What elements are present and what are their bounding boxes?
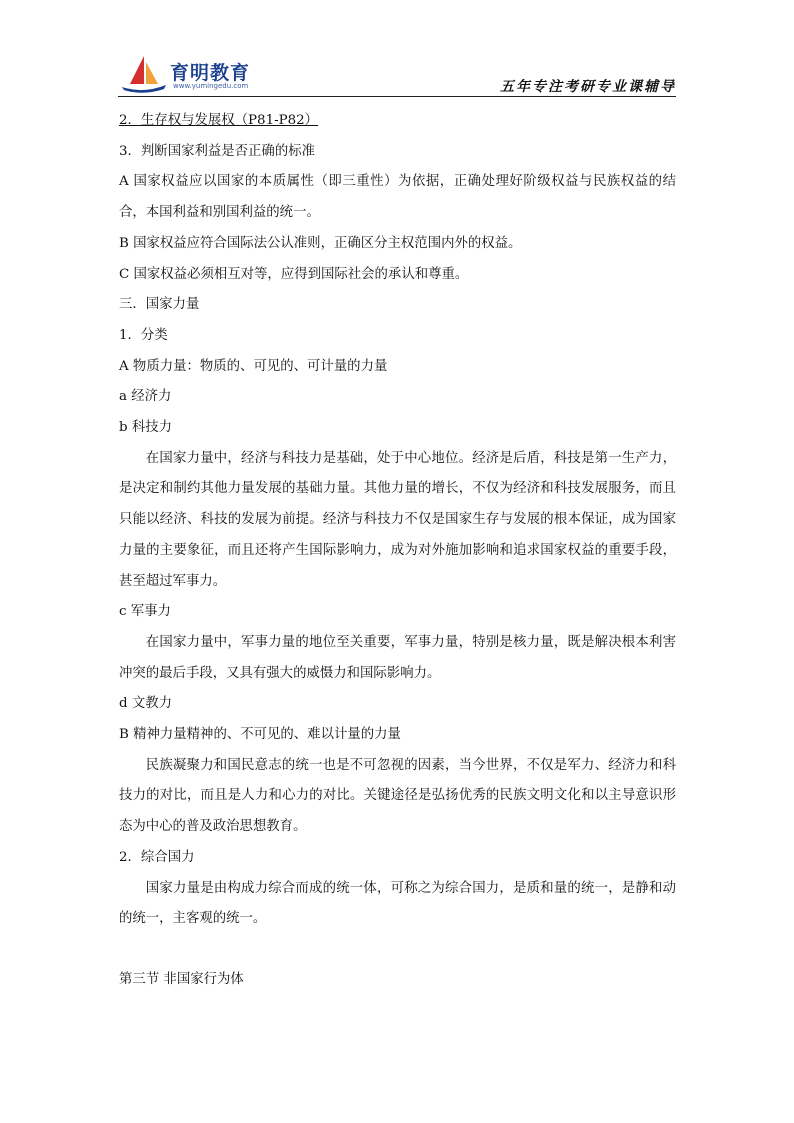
spacer xyxy=(119,935,676,965)
paragraph-military: 在国家力量中，军事力量的地位至关重要，军事力量，特别是核力量，既是解决根本利害冲突的最后手段，又具有强大的威慑力和国际影响力。 xyxy=(119,634,676,681)
document-body xyxy=(119,106,676,996)
paragraph-comprehensive: 国家力量是由构成力综合而成的统一体，可称之为综合国力，是质和量的统一，是静和动的统一，主客观的统一。 xyxy=(119,880,676,927)
criterion-c: C 国家权益必须相互对等，应得到国际社会的承认和尊重。 xyxy=(119,266,469,282)
logo-name: 育明教育 xyxy=(170,62,251,84)
section-heading-non-state-actors: 第三节 非国家行为体 xyxy=(119,971,244,987)
logo xyxy=(118,52,288,96)
item-spiritual-power: B 精神力量精神的、不可见的、难以计量的力量 xyxy=(119,727,401,743)
header-divider xyxy=(118,96,676,97)
item-culture-power: d 文教力 xyxy=(119,696,172,712)
page-header xyxy=(118,52,676,100)
item-military-power: c 军事力 xyxy=(119,604,171,620)
paragraph-spiritual: 民族凝聚力和国民意志的统一也是不可忽视的因素，当今世界，不仅是军力、经济力和科技力的对比，而且是人力和心力的对比。关键途径是弘扬优秀的民族文明文化和以主导意识形态为中心的普及政治思想教育。 xyxy=(119,757,676,835)
item-tech-power: b 科技力 xyxy=(119,420,172,436)
section-heading-national-power: 三．国家力量 xyxy=(119,297,200,313)
header-tagline: 五年专注考研专业课辅导 xyxy=(500,79,676,95)
item-economic-power: a 经济力 xyxy=(119,389,172,405)
criterion-b: B 国家权益应符合国际法公认准则，正确区分主权范围内外的权益。 xyxy=(119,235,522,251)
logo-url: www.yumingedu.com xyxy=(173,82,249,90)
criterion-a: A 国家权益应以国家的本质属性（即三重性）为依据，正确处理好阶级权益与民族权益的结合，本国利益和别国利益的统一。 xyxy=(119,174,676,221)
subheading-comprehensive-power: 2．综合国力 xyxy=(119,849,195,865)
subheading-criteria: 3．判断国家利益是否正确的标准 xyxy=(119,143,315,159)
item-material-power: A 物质力量：物质的、可见的、可计量的力量 xyxy=(119,358,388,374)
subheading-classification: 1．分类 xyxy=(119,327,168,343)
paragraph-economy-tech: 在国家力量中，经济与科技力是基础，处于中心地位。经济是后盾，科技是第一生产力，是决定和制约其他力量发展的基础力量。其他力量的增长，不仅为经济和科技发展服务，而且只能以经济、科技的发展为前提。经济与科技力不仅是国家生存与发展的根本保证，成为国家力量的主要象征，而且还将产生国际影响力，成为对外施加影响和追求国家权益的重要手段，甚至超过军事力。 xyxy=(119,450,676,589)
subheading-survival-rights: 2．生存权与发展权（P81-P82） xyxy=(119,113,319,128)
sailboat-logo-icon xyxy=(118,54,168,94)
